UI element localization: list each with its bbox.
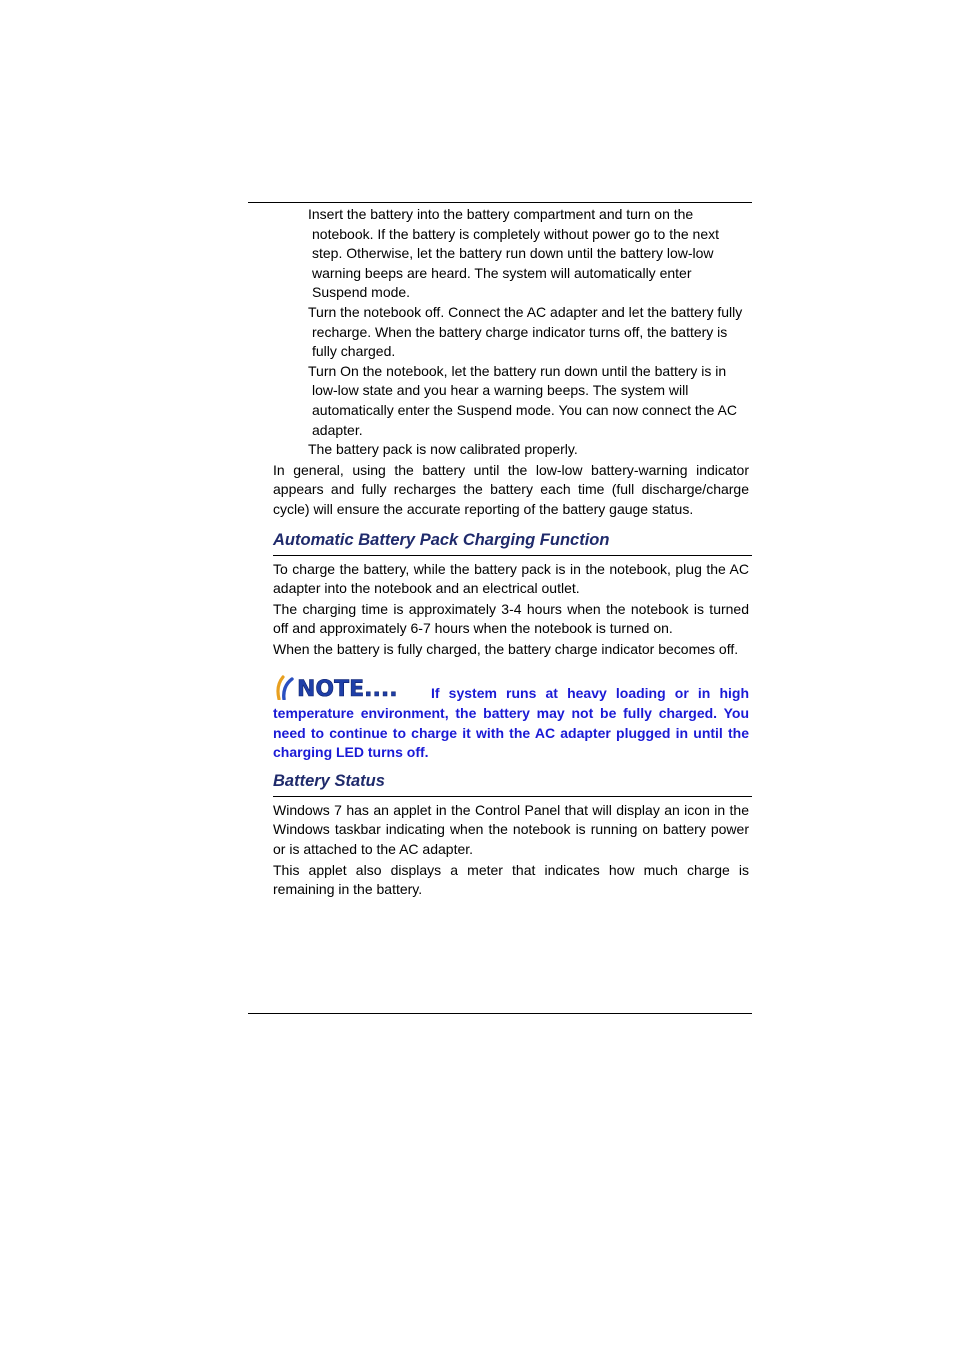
note-logo-icon — [273, 674, 407, 700]
page-content — [273, 205, 749, 900]
svg-text:NOTE....: NOTE.... — [297, 677, 398, 701]
calibration-step — [308, 303, 749, 362]
bottom-rule — [248, 1013, 752, 1014]
charging-paragraph: The charging time is approximately 3-4 hours when the notebook is turned off and approximately 6-7 hours when the notebook is turned on. — [273, 600, 749, 637]
calibration-step — [308, 362, 749, 440]
top-rule — [248, 202, 752, 203]
charging-section-body — [273, 560, 749, 660]
calibration-step — [308, 440, 749, 460]
charging-paragraph: When the battery is fully charged, the battery charge indicator becomes off. — [273, 640, 739, 657]
intro-paragraph: In general, using the battery until the low-low battery-warning indicator appears and fully recharges the battery each time (full discharge/charge cycle) will ensure the accurate reporting of the battery gauge status. — [273, 461, 749, 517]
status-section-body — [273, 801, 749, 900]
status-section-heading: Battery Status — [273, 770, 752, 797]
step-text: The battery pack is now calibrated properly. — [308, 441, 578, 458]
step-text: Turn On the notebook, let the battery run down until the battery is in low-low state and you hear a warning beeps. The system will automatically enter the Suspend mode. You can now connect the AC adapter. — [308, 362, 737, 438]
charging-section-heading: Automatic Battery Pack Charging Function — [273, 529, 752, 556]
note-text: If system runs at heavy loading or in high temperature environment, the battery may not be fully charged. You need to continue to charge it with the AC adapter plugged in until the charging LED turns off. — [273, 685, 749, 761]
status-paragraph: Windows 7 has an applet in the Control Panel that will display an icon in the Windows taskbar indicating when the notebook is running on battery power or is attached to the AC adapter. — [273, 801, 749, 858]
status-paragraph: This applet also displays a meter that indicates how much charge is remaining in the battery. — [273, 861, 749, 898]
calibration-step — [308, 205, 749, 303]
calibration-steps — [273, 205, 749, 460]
charging-paragraph: To charge the battery, while the battery pack is in the notebook, plug the AC adapter into the notebook and an electrical outlet. — [273, 560, 749, 597]
step-text: Insert the battery into the battery compartment and turn on the notebook. If the battery is completely without power go to the next step. Otherwise, let the battery run down until the battery low-low warning beeps are heard. The system will automatically enter Suspend mode. — [308, 206, 720, 301]
step-text: Turn the notebook off. Connect the AC adapter and let the battery fully recharge. When the battery charge indicator turns off, the battery is fully charged. — [308, 303, 743, 360]
note-box — [273, 674, 749, 762]
